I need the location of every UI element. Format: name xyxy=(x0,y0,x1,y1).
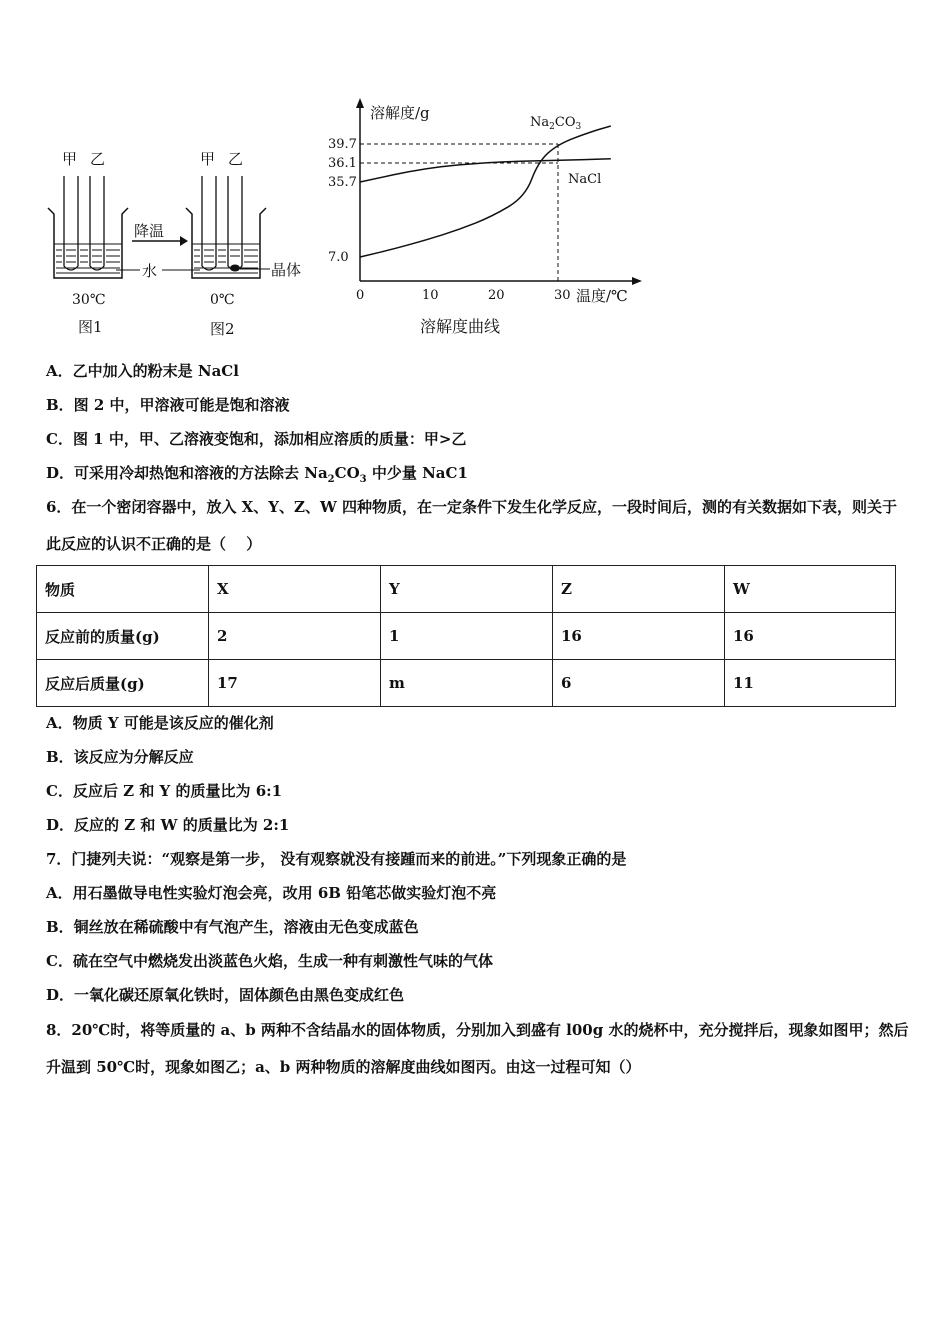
y-axis-arrow xyxy=(356,98,364,108)
table-cell: 16 xyxy=(553,613,725,660)
table-header-cell: X xyxy=(209,566,381,613)
caption-fig2: 图2 xyxy=(210,320,235,338)
q7-option-d: D．一氧化碳还原氧化铁时，固体颜色由黑色变成红色 xyxy=(46,986,405,1004)
caption-fig1: 图1 xyxy=(78,318,103,336)
table-header-cell: Y xyxy=(381,566,553,613)
temp-label-2: 0℃ xyxy=(210,292,235,308)
x-tick-label: 0 xyxy=(356,288,365,303)
q6-option-d: D．反应的 Z 和 W 的质量比为 2:1 xyxy=(46,816,290,834)
q6-stem: 6．在一个密闭容器中，放入 X、Y、Z、W 四种物质，在一定条件下发生化学反应，一段时间后，测的有关数据如下表，则关于此反应的认识不正确的是（ ） xyxy=(46,498,898,553)
tube-label-jia-1: 甲 xyxy=(62,150,78,168)
series-lines xyxy=(360,126,611,257)
table-row xyxy=(37,613,896,660)
table-header-cell: Z xyxy=(553,566,725,613)
temp-label-1: 30℃ xyxy=(72,292,106,308)
series-label-nacl: NaCl xyxy=(568,172,602,187)
q7-option-c: C．硫在空气中燃烧发出淡蓝色火焰，生成一种有刺激性气味的气体 xyxy=(46,952,493,970)
series-label-na2co3: $Na_2CO_3$ xyxy=(530,115,582,132)
figure-svg xyxy=(40,96,660,346)
q6-data-table xyxy=(36,565,896,707)
q5-option-b: B．图 2 中，甲溶液可能是饱和溶液 xyxy=(46,396,290,414)
crystal-label: 晶体 xyxy=(271,261,302,279)
solubility-chart xyxy=(328,98,642,336)
x-axis-label: 温度/℃ xyxy=(576,287,628,305)
q7-option-a: A．用石墨做导电性实验灯泡会亮，改用 6B 铅笔芯做实验灯泡不亮 xyxy=(46,884,497,902)
cooling-arrow xyxy=(132,222,188,246)
q7-stem: 7．门捷列夫说：“观察是第一步， 没有观察就没有接踵而来的前进。”下列现象正确的是 xyxy=(46,850,627,868)
table-header-cell: 物质 xyxy=(37,566,209,613)
y-axis-label: 溶解度/g xyxy=(370,104,430,122)
x-tick-label: 20 xyxy=(488,288,505,303)
y-tick-label: 39.7 xyxy=(328,137,357,152)
table-cell: 反应前的质量(g) xyxy=(37,613,209,660)
table-cell: 1 xyxy=(381,613,553,660)
figure-area xyxy=(40,96,660,346)
arrow-label: 降温 xyxy=(134,222,165,240)
table-cell: 17 xyxy=(209,660,381,707)
q8-stem: 8．20℃时，将等质量的 a、b 两种不含结晶水的固体物质，分别加入到盛有 l00g 水的烧杯中，充分搅拌后，现象如图甲；然后升温到 50℃时，现象如图乙；a、b 两种物质的溶解度曲线如图丙。由这一过程可知（） xyxy=(46,1021,909,1076)
beaker-figure-1 xyxy=(48,150,128,336)
tube-label-yi-1: 乙 xyxy=(90,150,106,168)
table-cell: 11 xyxy=(725,660,896,707)
table-header-row xyxy=(37,566,896,613)
table-cell: 反应后质量(g) xyxy=(37,660,209,707)
q6-option-c: C．反应后 Z 和 Y 的质量比为 6:1 xyxy=(46,782,283,800)
tube-label-jia-2: 甲 xyxy=(200,150,216,168)
table-cell: 6 xyxy=(553,660,725,707)
table-cell: 2 xyxy=(209,613,381,660)
q7-option-b: B．铜丝放在稀硫酸中有气泡产生，溶液由无色变成蓝色 xyxy=(46,918,419,936)
x-axis-arrow xyxy=(632,277,642,285)
y-tick-label: 35.7 xyxy=(328,175,357,190)
y-tick-label: 7.0 xyxy=(328,250,349,265)
x-tick-label: 10 xyxy=(422,288,439,303)
tube-label-yi-2: 乙 xyxy=(228,150,244,168)
beaker-figure-2 xyxy=(186,150,301,338)
table-cell: 16 xyxy=(725,613,896,660)
y-tick-label: 36.1 xyxy=(328,156,357,171)
table-row xyxy=(37,660,896,707)
q5-option-d: D．可采用冷却热饱和溶液的方法除去 $Na_2CO_3$ 中少量 NaC1 xyxy=(46,464,468,485)
q6-option-a: A．物质 Y 可能是该反应的催化剂 xyxy=(46,714,274,732)
table-cell: m xyxy=(381,660,553,707)
series-line-na2co3 xyxy=(360,126,611,257)
water-label: 水 xyxy=(142,262,158,280)
table-header-cell: W xyxy=(725,566,896,613)
q5-option-a: A．乙中加入的粉末是 NaCl xyxy=(46,362,239,380)
crystal-deposit xyxy=(230,265,240,272)
tick-labels xyxy=(328,137,571,303)
q5-option-c: C．图 1 中，甲、乙溶液变饱和，添加相应溶质的质量：甲>乙 xyxy=(46,430,467,448)
x-tick-label: 30 xyxy=(554,288,571,303)
chart-title: 溶解度曲线 xyxy=(420,317,501,336)
q6-option-b: B．该反应为分解反应 xyxy=(46,748,194,766)
